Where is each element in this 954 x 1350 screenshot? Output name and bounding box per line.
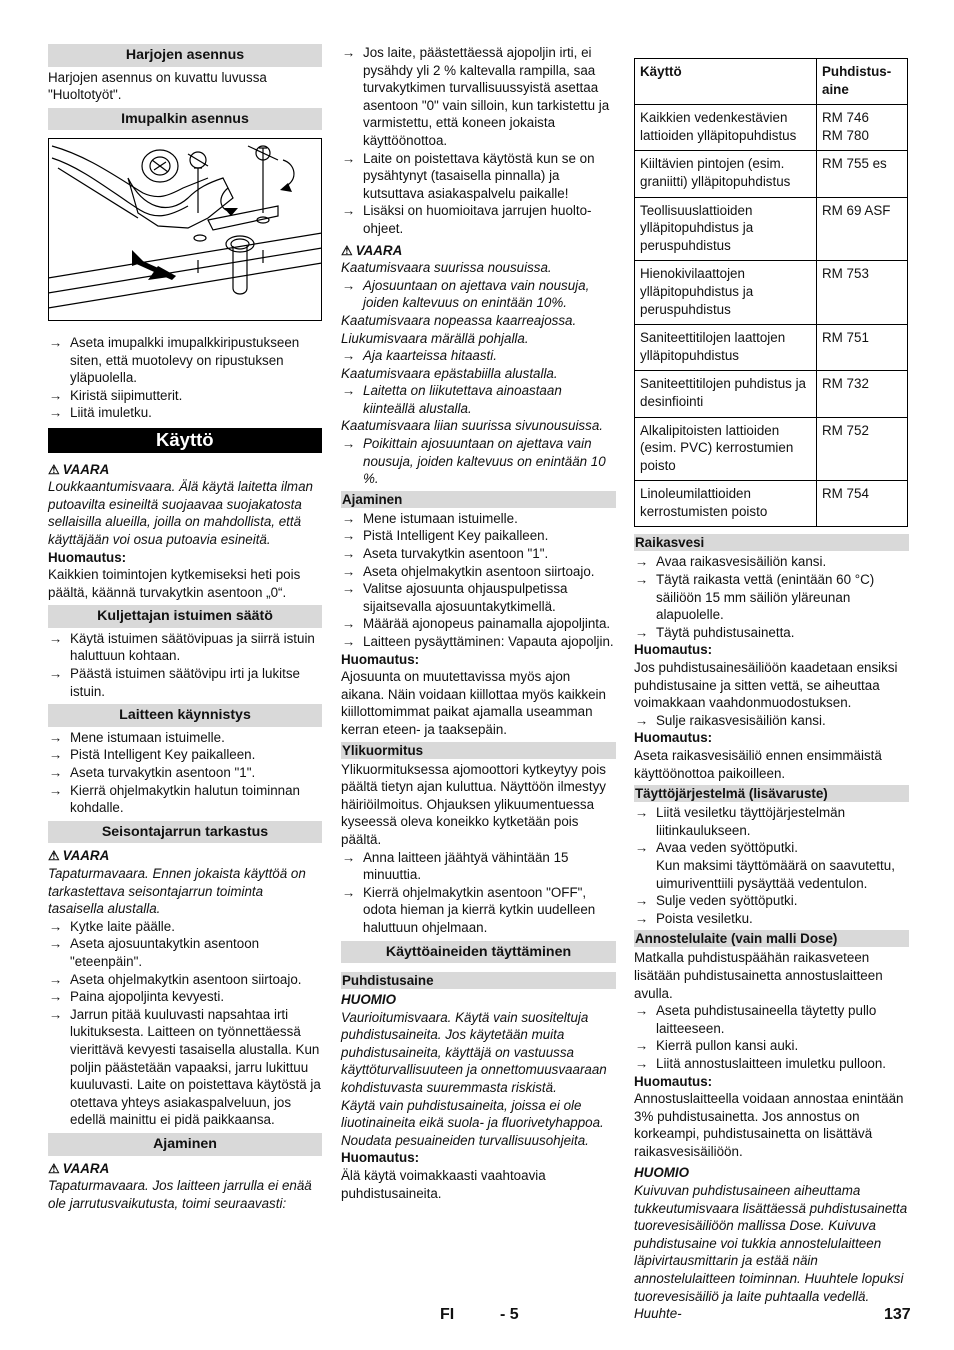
list-item: → Liitä imuletku. (49, 405, 152, 421)
arrow-icon: → (49, 387, 63, 403)
list-item: → Poikittain ajosuuntaan on ajettava vain nousuja, joiden kaltevuus on enintään 10 %. (342, 436, 606, 487)
table-cell: Alkalipitoisten lattioiden (esim. PVC) kerrostumien poisto (635, 417, 817, 481)
arrow-icon: → (49, 630, 63, 646)
overload-text: Ylikuormituksessa ajomoottori kytkeytyy pois päältä tietyn ajan kuluttua. Näyttöön ilmestyy häiriöilmoitus. Ohjauksen ylikuumentuessa kyseessä oleva koneikko kytketään pois päältä. (341, 761, 606, 847)
column-middle (341, 44, 616, 1202)
notice-text: Kuivuvan puhdistusaineen aiheuttama tukkeutumisvaara lisättäessä puhdistusainetta tuorevesisäiliöön mallissa Dose. Kuivuva puhdistusaine voi tukkia annostelulaitteen läpivirtausmittarin ja estää näin annostelulaitteen toiminnan. Huuhtele lopuksi tuorevesisäiliö ja laite puhtaalla vedellä. Huuhte- (634, 1183, 908, 1322)
list-item: → Poista vesiletku. (635, 910, 753, 926)
arrow-icon: → (635, 893, 649, 909)
warning-text: Liukumisvaara märällä pohjalla. (341, 330, 529, 346)
arrow-icon: → (49, 971, 63, 987)
table-row (635, 105, 908, 151)
arrow-icon: → (635, 554, 649, 570)
table-row (635, 481, 908, 527)
warning-text: Kaatumisvaara epästabiilla alustalla. (341, 365, 558, 381)
list-item: → Päästä istuimen säätövipu irti ja lukitse istuin. (49, 666, 300, 699)
warning-steps (341, 347, 616, 365)
list-item: → Laite on poistettava käytöstä kun se on pysähtynyt (tasaisella pinnalla) ja kutsuttava asiakaspalvelu paikalle! (342, 150, 595, 201)
arrow-icon: → (49, 747, 63, 763)
note-label: Huomautus: (341, 651, 420, 667)
list-item: → Lisäksi on huomioitava jarrujen huolto-ohjeet. (342, 203, 592, 236)
arrow-icon: → (635, 910, 649, 926)
list-item: → Kierrä ohjelmakytkin halutun toiminnan kohdalle. (49, 782, 300, 816)
list-item: → Avaa veden syöttöputki. Kun maksimi täyttömäärä on saavutettu, uimuriventtiili pysäyttää vedentulon. (635, 840, 895, 891)
table-cell: RM 69 ASF (817, 197, 908, 261)
warning-label: ⚠ VAARA (341, 242, 403, 258)
table-cell: RM 732 (817, 371, 908, 417)
notice-text: Käytä vain puhdistusaineita, joissa ei ole liuotinaineita eikä suola- ja fluorivetyhappoa. (341, 1097, 604, 1131)
list-item: → Sulje veden syöttöputki. (635, 893, 798, 909)
dosing-steps (634, 1002, 909, 1072)
table-cell: Kiiltävien pintojen (esim. graniitti) ylläpitopuhdistus (635, 151, 817, 197)
squeegee-steps (48, 334, 322, 422)
overload-steps (341, 849, 616, 937)
arrow-icon: → (342, 528, 356, 544)
table-cell: RM 751 (817, 325, 908, 371)
heading-brake-check: Seisontajarrun tarkastus (48, 821, 322, 844)
warning-text: Kaatumisvaara suurissa nousuissa. (341, 260, 552, 276)
note-label: Huomautus: (48, 549, 127, 565)
note-label: Huomautus: (634, 642, 713, 658)
fresh-water-steps (634, 553, 909, 641)
heading-brushes: Harjojen asennus (48, 44, 322, 67)
squeegee-illustration (48, 138, 322, 321)
list-item: → Sulje raikasvesisäiliön kansi. (635, 712, 826, 728)
note-text: Kaikkien toimintojen kytkemiseksi heti pois päältä, käännä turvakytkin asentoon „0“. (48, 567, 301, 600)
arrow-icon: → (635, 1003, 649, 1019)
list-item: → Aseta turvakytkin asentoon "1". (342, 546, 549, 562)
heading-seat: Kuljettajan istuimen säätö (48, 605, 322, 628)
chapter-heading-operation: Käyttö (48, 428, 322, 453)
arrow-icon: → (635, 1038, 649, 1054)
list-item: → Ajosuuntaan on ajettava vain nousuja, joiden kaltevuus on enintään 10%. (342, 277, 590, 311)
note-text: Annostuslaitteella voidaan annostaa enintään 3% puhdistusainetta. Jos annostus on korkeampi, puhdistusainetta on lisättävä raikasvesisäiliöön. (634, 1091, 904, 1159)
list-item: → Aseta ajosuuntakytkin asentoon "eteenpäin". (49, 936, 260, 969)
brake-failure-steps (341, 44, 616, 238)
arrow-icon: → (342, 383, 356, 399)
arrow-icon: → (342, 581, 356, 597)
warning-icon: ⚠ (48, 848, 60, 864)
column-left (48, 44, 322, 1212)
arrow-icon: → (342, 45, 356, 60)
list-item: → Mene istumaan istuimelle. (342, 510, 518, 526)
table-cell: RM 753 (817, 261, 908, 325)
notice-label: HUOMIO (634, 1165, 690, 1181)
table-row (635, 261, 908, 325)
table-row (635, 151, 908, 197)
heading-driving: Ajaminen (48, 1133, 322, 1156)
notice-label: HUOMIO (341, 992, 397, 1008)
table-cell: Saniteettitilojen puhdistus ja desinfiointi (635, 371, 817, 417)
list-item: → Kierrä ohjelmakytkin asentoon "OFF", odota hieman ja kierrä kytkin uudelleen haluttuun ohjelmaan. (342, 884, 596, 935)
footer-local-page: - 5 (500, 1306, 519, 1323)
table-row (635, 417, 908, 481)
list-item: → Laitteen pysäyttäminen: Vapauta ajopoljin. (342, 634, 614, 649)
list-item: → Pistä Intelligent Key paikalleen. (342, 528, 549, 544)
arrow-icon: → (49, 936, 63, 952)
arrow-icon: → (342, 563, 356, 579)
list-item: → Aseta ohjelmakytkin asentoon siirtoajo. (342, 563, 595, 579)
arrow-icon: → (49, 729, 63, 745)
arrow-icon: → (342, 546, 356, 562)
brake-steps (48, 918, 322, 1129)
list-item: → Avaa raikasvesisäiliön kansi. (635, 554, 827, 570)
arrow-icon: → (635, 840, 649, 856)
note-label: Huomautus: (634, 730, 713, 746)
footer-language: FI (440, 1306, 455, 1323)
arrow-icon: → (49, 334, 63, 350)
heading-overload: Ylikuormitus (341, 742, 616, 759)
arrow-icon: → (49, 1006, 63, 1022)
list-item: → Jarrun pitää kuuluvasti napsahtaa irti lukituksesta. Laitteen on työnnettäessä vierittävä kevyesti tasaisella alustalla. Kun poljin päästetään vapaaksi, jarru lukittuu kuuluvasti. Laite on poistettava käytöstä ja otettava yhteys asiakaspalveluun, jos edellä mainittu ei pidä paikkaansa. (49, 1006, 321, 1128)
arrow-icon: → (342, 510, 356, 526)
table-cell: RM 752 (817, 417, 908, 481)
warning-label: ⚠ VAARA (48, 1160, 110, 1176)
list-item: → Anna laitteen jäähtyä vähintään 15 minuuttia. (342, 849, 569, 883)
warning-steps (341, 277, 616, 312)
dosing-text: Matkalla puhdistuspäähän raikasveteen lisätään puhdistusainetta annostuslaitteen avulla. (634, 950, 883, 1001)
heading-start: Laitteen käynnistys (48, 704, 322, 727)
table-cell: Saniteettitilojen laattojen ylläpitopuhdistus (635, 325, 817, 371)
warning-label: ⚠ VAARA (48, 848, 110, 864)
arrow-icon: → (342, 203, 356, 219)
list-item: → Liitä vesiletku täyttöjärjestelmän liitinkaulukseen. (635, 805, 846, 838)
arrow-icon: → (635, 1055, 649, 1071)
arrow-icon: → (342, 849, 356, 865)
note-text: Älä käytä voimakkaasti vaahtoavia puhdistusaineita. (341, 1168, 546, 1201)
heading-filling-system: Täyttöjärjestelmä (lisävaruste) (634, 785, 909, 802)
warning-icon: ⚠ (48, 1160, 60, 1176)
table-cell: Linoleumilattioiden kerrostumisten poisto (635, 481, 817, 527)
list-item: → Aseta ohjelmakytkin asentoon siirtoajo. (49, 971, 302, 987)
warning-icon: ⚠ (48, 461, 60, 477)
heading-squeegee: Imupalkin asennus (48, 108, 322, 131)
table-cell: Hienokivilaattojen ylläpitopuhdistus ja peruspuhdistus (635, 261, 817, 325)
arrow-icon: → (342, 616, 356, 632)
table-row (635, 371, 908, 417)
warning-steps (341, 382, 616, 417)
note-label: Huomautus: (634, 1073, 713, 1089)
list-item: → Laitetta on liikutettava ainoastaan kiinteällä alustalla. (342, 383, 562, 416)
arrow-icon: → (635, 572, 649, 588)
arrow-icon: → (635, 712, 649, 728)
list-item: → Liitä annostuslaitteen imuletku pulloon. (635, 1055, 887, 1071)
table-cell: RM 755 es (817, 151, 908, 197)
footer-page-number: 137 (884, 1306, 911, 1323)
filling-steps (634, 804, 909, 927)
table-header-row (635, 59, 908, 105)
warning-icon: ⚠ (341, 242, 353, 258)
list-item: → Käytä istuimen säätövipuas ja siirrä istuin haluttuun kohtaan. (49, 630, 315, 664)
fresh-water-close-step (634, 712, 909, 730)
warning-text: Kaatumisvaara nopeassa kaarreajossa. (341, 312, 577, 328)
detergent-table (634, 58, 908, 527)
list-item: → Valitse ajosuunta ohjauspulpetissa sijaitsevalla ajosuuntakytkimellä. (342, 581, 568, 614)
notice-text: Vaurioitumisvaara. Käytä vain suositeltuja puhdistusaineita. Jos käytetään muita puhdistusaineita, käyttäjä on vastuussa käyttöturvallisuuteen ja onnettomuusvaaraan kohdistuvasta suuremmasta riskistä. (341, 1009, 607, 1096)
list-item: → Kytke laite päälle. (49, 918, 175, 934)
warning-text: Kaatumisvaara liian suurissa sivunousuissa. (341, 418, 603, 434)
start-steps (48, 729, 322, 817)
list-item: → Jos laite, päästettäessä ajopoljin irti, ei pysähdy yli 2 % kaltevalla rampilla, saa turvakytkimen turvallisuussyistä asettaa asentoon "0" vain silloin, kun tarkistettu ja varmistettu, että koneen jokaista käyttöönottoa. (342, 45, 610, 148)
drive-steps (341, 510, 616, 651)
list-item: → Kierrä pullon kansi auki. (635, 1038, 799, 1054)
list-item: → Aseta puhdistusaineella täytetty pullo laitteeseen. (635, 1003, 877, 1036)
list-item: → Mene istumaan istuimelle. (49, 729, 225, 745)
table-header-usage: Käyttö (635, 59, 817, 105)
arrow-icon: → (49, 765, 63, 781)
note-text: Aseta raikasvesisäiliö ennen ensimmäistä käyttöönottoa paikoilleen. (634, 748, 882, 781)
list-item: → Pistä Intelligent Key paikalleen. (49, 747, 256, 763)
table-cell: RM 746 RM 780 (817, 105, 908, 151)
table-header-detergent: Puhdistus-aine (817, 59, 908, 105)
arrow-icon: → (342, 150, 356, 166)
heading-dosing: Annostelulaite (vain malli Dose) (634, 930, 909, 947)
table-row (635, 197, 908, 261)
arrow-icon: → (342, 634, 356, 649)
arrow-icon: → (49, 405, 63, 421)
seat-steps (48, 630, 322, 700)
table-cell: Kaikkien vedenkestävien lattioiden ylläpitopuhdistus (635, 105, 817, 151)
warning-label: ⚠ VAARA (48, 461, 110, 477)
arrow-icon: → (635, 624, 649, 640)
list-item: → Määrää ajonopeus painamalla ajopoljinta. (342, 616, 611, 632)
note-text: Jos puhdistusainesäiliöön kaadetaan ensiksi puhdistusaine ja sitten vettä, se aiheuttaa voimakkaan vaahdonmuodostuksen. (634, 660, 898, 711)
heading-detergent: Puhdistusaine (341, 972, 616, 989)
arrow-icon: → (49, 782, 63, 798)
warning-text: Tapaturmavaara. Jos laitteen jarrulla ei enää ole jarrutusvaikutusta, toimi seuraavasti: (48, 1178, 312, 1211)
arrow-icon: → (342, 277, 356, 293)
warning-text: Tapaturmavaara. Ennen jokaista käyttöä on tarkastettava seisontajarrun toiminta tasaisella alustalla. (48, 866, 306, 917)
list-item: → Täytä puhdistusainetta. (635, 624, 795, 640)
table-row (635, 325, 908, 371)
arrow-icon: → (342, 348, 356, 364)
note-label: Huomautus: (341, 1150, 420, 1166)
table-cell: Teollisuuslattioiden ylläpitopuhdistus ja peruspuhdistus (635, 197, 817, 261)
arrow-icon: → (342, 436, 356, 452)
arrow-icon: → (49, 918, 63, 934)
list-item: → Kiristä siipimutterit. (49, 387, 183, 403)
notice-text: Noudata pesuaineiden turvallisuusohjeita. (341, 1132, 589, 1148)
warning-text: Loukkaantumisvaara. Älä käytä laitetta ilman putoavilta esineiltä suojaavaa suojakatosta sellaisilla alueilla, joilla on mahdollista, että käyttäjään voi osua putoavia esineitä. (48, 479, 313, 547)
list-item: → Täytä raikasta vettä (enintään 60 °C) säiliöön 15 mm säiliön yläreunan alapuolelle. (635, 572, 875, 623)
column-right (634, 44, 909, 1323)
table-cell: RM 754 (817, 481, 908, 527)
list-item: → Aseta turvakytkin asentoon "1". (49, 765, 256, 781)
list-item: → Aseta imupalkki imupalkkiripustukseen siten, että muotolevy on ripustuksen yläpuolella. (49, 334, 300, 386)
list-item: → Aja kaarteissa hitaasti. (342, 348, 497, 364)
arrow-icon: → (635, 805, 649, 821)
arrow-icon: → (49, 989, 63, 1005)
arrow-icon: → (49, 666, 63, 682)
warning-steps (341, 435, 616, 488)
brushes-text: Harjojen asennus on kuvattu luvussa "Huoltotyöt". (48, 69, 267, 103)
note-text: Ajosuunta on muutettavissa myös ajon aikana. Näin voidaan kiillottaa myös kaikkein kiillottomimmat paikat ajamalla useamman kerran eteen- ja taaksepäin. (341, 669, 606, 737)
heading-driving-steps: Ajaminen (341, 491, 616, 508)
arrow-icon: → (342, 884, 356, 900)
list-item: → Paina ajopoljinta kevyesti. (49, 989, 225, 1005)
heading-filling-consumables: Käyttöaineiden täyttäminen (341, 941, 616, 964)
heading-fresh-water: Raikasvesi (634, 534, 909, 551)
